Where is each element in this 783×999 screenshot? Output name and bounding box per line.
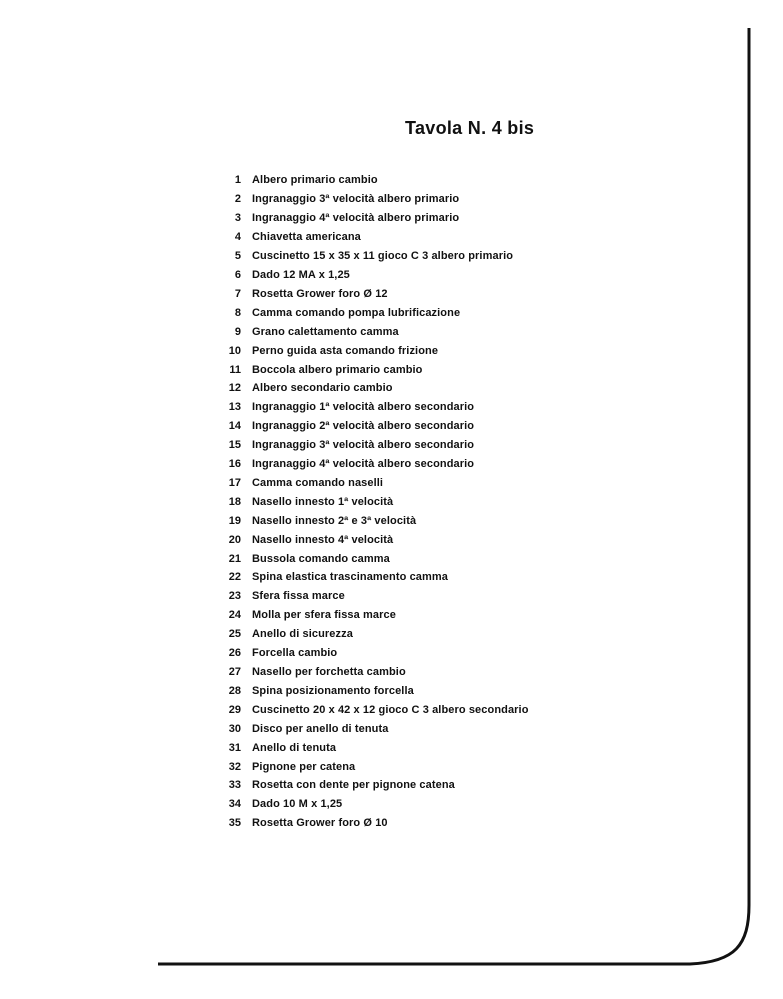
part-number: 25 xyxy=(228,628,241,641)
part-description: Albero secondario cambio xyxy=(252,382,393,395)
part-number: 15 xyxy=(228,439,241,452)
list-item xyxy=(222,436,529,455)
part-number: 21 xyxy=(228,552,241,565)
part-number: 11 xyxy=(229,363,241,376)
part-description: Anello di tenuta xyxy=(252,741,337,754)
part-description: Ingranaggio 4ª velocità albero secondario xyxy=(252,458,475,471)
list-item xyxy=(222,776,529,795)
list-item xyxy=(222,322,529,341)
list-item xyxy=(222,171,529,190)
part-description: Anello di sicurezza xyxy=(252,628,353,641)
list-item xyxy=(222,303,529,322)
list-item xyxy=(222,398,529,417)
part-number: 4 xyxy=(234,231,241,244)
part-number: 33 xyxy=(228,779,241,792)
list-item xyxy=(222,719,529,738)
part-description: Spina elastica trascinamento camma xyxy=(252,571,448,584)
part-description: Boccola albero primario cambio xyxy=(252,363,423,376)
list-item xyxy=(222,360,529,379)
list-item xyxy=(222,284,529,303)
list-item xyxy=(222,492,529,511)
list-item xyxy=(222,341,529,360)
part-description: Ingranaggio 4ª velocità albero primario xyxy=(252,212,460,225)
part-description: Cuscinetto 20 x 42 x 12 gioco C 3 albero secondario xyxy=(252,703,529,716)
part-description: Pignone per catena xyxy=(252,760,356,773)
list-item xyxy=(222,228,529,247)
list-item xyxy=(222,757,529,776)
list-item xyxy=(222,568,529,587)
part-number: 6 xyxy=(234,268,241,281)
part-number: 35 xyxy=(228,817,241,830)
part-description: Nasello innesto 1ª velocità xyxy=(252,495,394,508)
part-description: Disco per anello di tenuta xyxy=(252,722,389,735)
list-item xyxy=(222,795,529,814)
part-description: Ingranaggio 3ª velocità albero primario xyxy=(252,193,460,206)
part-description: Cuscinetto 15 x 35 x 11 gioco C 3 albero primario xyxy=(252,250,514,263)
list-item xyxy=(222,663,529,682)
part-description: Nasello innesto 2ª e 3ª velocità xyxy=(252,514,417,527)
part-description: Rosetta Grower foro Ø 10 xyxy=(252,817,388,830)
part-description: Chiavetta americana xyxy=(252,231,361,244)
part-number: 14 xyxy=(228,420,241,433)
part-number: 3 xyxy=(234,212,241,225)
part-number: 32 xyxy=(228,760,241,773)
list-item xyxy=(222,814,529,833)
list-item xyxy=(222,700,529,719)
part-description: Spina posizionamento forcella xyxy=(252,684,414,697)
part-number: 10 xyxy=(228,344,241,357)
part-number: 31 xyxy=(228,741,241,754)
part-number: 28 xyxy=(228,684,241,697)
part-number: 30 xyxy=(228,722,241,735)
part-description: Rosetta con dente per pignone catena xyxy=(252,779,455,792)
part-number: 29 xyxy=(228,703,241,716)
part-description: Ingranaggio 2ª velocità albero secondario xyxy=(252,420,475,433)
list-item xyxy=(222,511,529,530)
part-description: Ingranaggio 3ª velocità albero secondario xyxy=(252,439,475,452)
part-description: Camma comando pompa lubrificazione xyxy=(252,306,461,319)
part-number: 12 xyxy=(228,382,241,395)
part-description: Perno guida asta comando frizione xyxy=(252,344,439,357)
part-number: 27 xyxy=(228,666,241,679)
part-number: 24 xyxy=(228,609,241,622)
part-description: Camma comando naselli xyxy=(252,476,384,489)
part-number: 2 xyxy=(234,193,241,206)
part-description: Sfera fissa marce xyxy=(252,590,345,603)
part-description: Ingranaggio 1ª velocità albero secondario xyxy=(252,401,475,414)
part-description: Rosetta Grower foro Ø 12 xyxy=(252,287,388,300)
part-number: 23 xyxy=(228,590,241,603)
part-description: Nasello innesto 4ª velocità xyxy=(252,533,394,546)
list-item xyxy=(222,530,529,549)
part-description: Nasello per forchetta cambio xyxy=(252,666,406,679)
page-title: Tavola N. 4 bis xyxy=(405,118,535,138)
part-description: Grano calettamento camma xyxy=(252,325,399,338)
part-number: 22 xyxy=(228,571,241,584)
list-item xyxy=(222,417,529,436)
list-item xyxy=(222,190,529,209)
list-item xyxy=(222,474,529,493)
part-description: Molla per sfera fissa marce xyxy=(252,609,396,622)
list-item xyxy=(222,266,529,285)
part-description: Dado 10 M x 1,25 xyxy=(252,798,343,811)
list-item xyxy=(222,738,529,757)
list-item xyxy=(222,379,529,398)
part-description: Bussola comando camma xyxy=(252,552,390,565)
part-number: 18 xyxy=(228,495,241,508)
part-number: 1 xyxy=(234,174,241,187)
list-item xyxy=(222,247,529,266)
part-number: 7 xyxy=(234,287,241,300)
part-number: 34 xyxy=(228,798,241,811)
list-item xyxy=(222,625,529,644)
part-description: Albero primario cambio xyxy=(252,174,378,187)
list-item xyxy=(222,549,529,568)
list-item xyxy=(222,681,529,700)
list-item xyxy=(222,455,529,474)
list-item xyxy=(222,606,529,625)
part-number: 20 xyxy=(228,533,241,546)
part-number: 26 xyxy=(228,647,241,660)
list-item xyxy=(222,587,529,606)
part-number: 17 xyxy=(228,476,241,489)
part-number: 16 xyxy=(228,458,241,471)
list-item xyxy=(222,209,529,228)
part-number: 19 xyxy=(228,514,241,527)
part-number: 9 xyxy=(234,325,241,338)
list-item xyxy=(222,644,529,663)
part-number: 5 xyxy=(234,250,241,263)
part-number: 8 xyxy=(234,306,241,319)
parts-list xyxy=(222,171,529,833)
part-number: 13 xyxy=(228,401,241,414)
part-description: Forcella cambio xyxy=(252,647,338,660)
part-description: Dado 12 MA x 1,25 xyxy=(252,268,350,281)
